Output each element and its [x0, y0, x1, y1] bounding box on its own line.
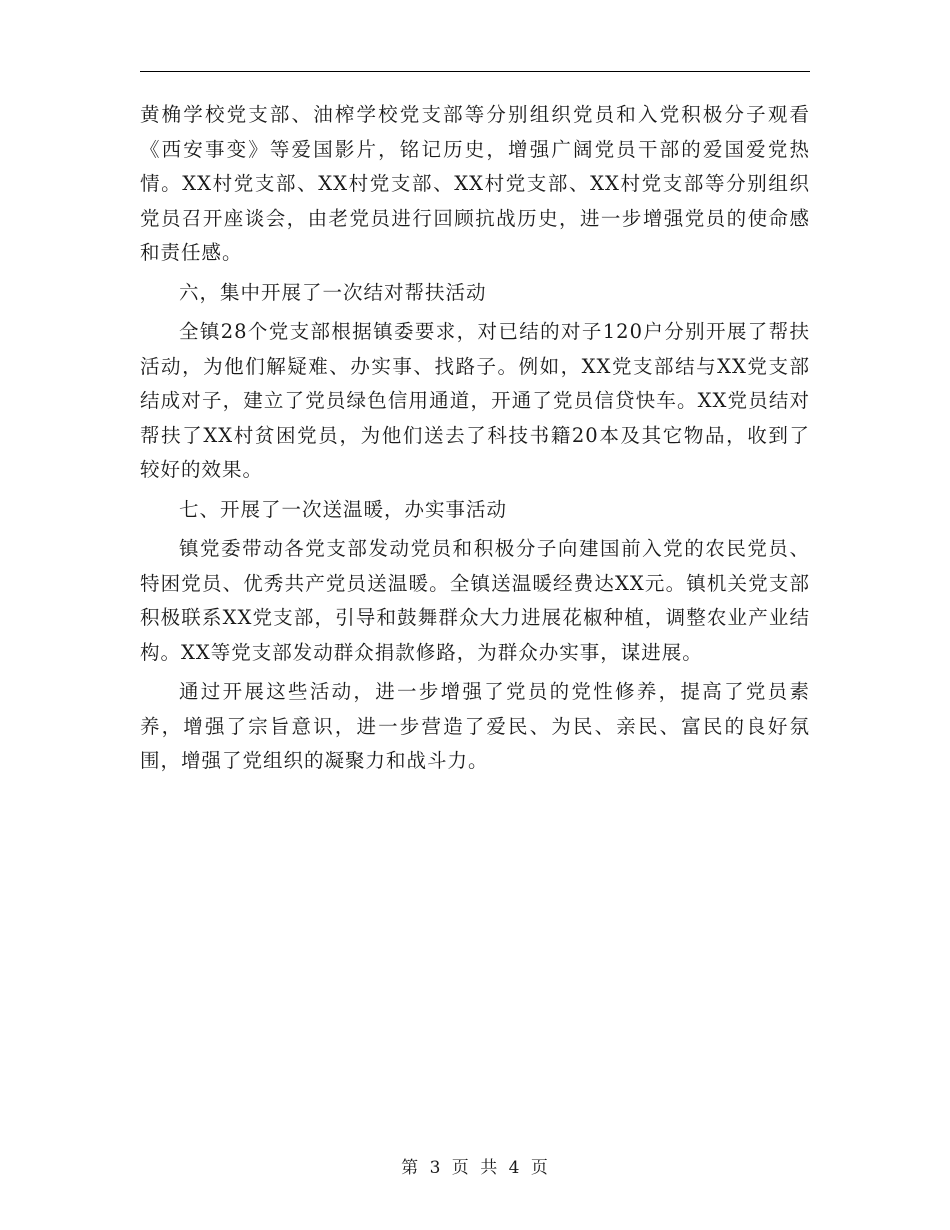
paragraph-conclusion: 通过开展这些活动，进一步增强了党员的党性修养，提高了党员素养，增强了宗旨意识，进一步营造了爱民、为民、亲民、富民的良好氛围，增强了党组织的凝聚力和战斗力。: [140, 680, 810, 772]
section-heading-7: 七、开展了一次送温暖，办实事活动: [179, 497, 508, 521]
page-number-footer: 第 3 页 共 4 页: [401, 1158, 549, 1178]
header-rule: [140, 71, 810, 72]
document-body: [140, 98, 810, 784]
paragraph-1: 黄桷学校党支部、油榨学校党支部等分别组织党员和入党积极分子观看《西安事变》等爱国影片，铭记历史，增强广阔党员干部的爱国爱党热情。XX村党支部、XX村党支部、XX村党支部、XX村党支部等分别组织党员召开座谈会，由老党员进行回顾抗战历史，进一步增强党员的使命感和责任感。: [140, 103, 810, 264]
paragraph-2: 全镇28个党支部根据镇委要求，对已结的对子120户分别开展了帮扶活动，为他们解疑难、办实事、找路子。例如，XX党支部结与XX党支部结成对子，建立了党员绿色信用通道，开通了党员信贷快车。XX党员结对帮扶了XX村贫困党员，为他们送去了科技书籍20本及其它物品，收到了较好的效果。: [140, 320, 810, 481]
paragraph-3: 镇党委带动各党支部发动党员和积极分子向建国前入党的农民党员、特困党员、优秀共产党员送温暖。全镇送温暖经费达XX元。镇机关党支部积极联系XX党支部，引导和鼓舞群众大力进展花椒种植，调整农业产业结构。XX等党支部发动群众捐款修路，为群众办实事，谋进展。: [140, 537, 810, 664]
section-heading-6: 六，集中开展了一次结对帮扶活动: [179, 280, 487, 304]
